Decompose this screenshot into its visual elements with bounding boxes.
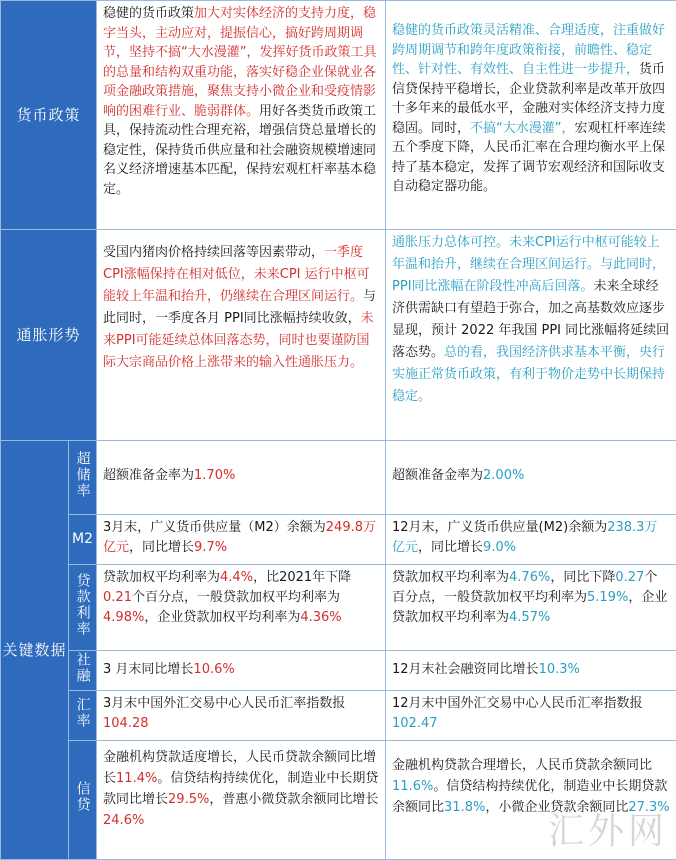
category-key-data: 关键数据 (1, 440, 69, 859)
credit-right: 金融机构贷款合理增长，人民币贷款余额同比11.6%。信贷结构持续优化，制造业中长期贷款余额同比31.8%，小微企业贷款余额同比27.3% (386, 740, 676, 859)
category-monetary: 货币政策 (1, 1, 97, 230)
sub-social-financing: 社融 (69, 651, 97, 691)
m2-left: 3月末，广义货币供应量（M2）余额为249.8万亿元，同比增长9.7% (97, 514, 386, 564)
m2-right: 12月末，广义货币供应量(M2)余额为238.3万亿元，同比增长9.0% (386, 514, 676, 564)
excess-reserve-row (1, 440, 676, 514)
social-financing-row (1, 651, 676, 691)
loan-rate-right: 贷款加权平均利率为4.76%，同比下降0.27个百分点，一般贷款加权平均利率为5.19%，企业贷款加权平均利率为4.57% (386, 564, 676, 650)
excess-reserve-left: 超额准备金率为1.70% (97, 440, 386, 514)
monetary-right-cell: 稳健的货币政策灵活精准、合理适度，注重做好跨周期调节和跨年度政策衔接，前瞻性、稳定性、针对性、有效性、自主性进一步提升，货币信贷保持平稳增长，企业贷款利率是改革开放四十多年来的最低水平，金融对实体经济支持力度稳固。同时，不搞“大水漫灌”，宏观杠杆率连续五个季度下降，人民币汇率在合理均衡水平上保持了基本稳定，发挥了调节宏观经济和国际收支自动稳定器功能。 (386, 1, 676, 230)
inflation-row (1, 229, 676, 440)
social-financing-right: 12月末社会融资同比增长10.3% (386, 651, 676, 691)
social-financing-left: 3 月末同比增长10.6% (97, 651, 386, 691)
watermark: 汇外网 (547, 811, 668, 852)
monetary-row (1, 1, 676, 230)
sub-excess-reserve: 超储率 (69, 440, 97, 514)
sub-loan-rate: 贷款利率 (69, 564, 97, 650)
credit-left: 金融机构贷款适度增长，人民币贷款余额同比增长11.4%。信贷结构持续优化，制造业中长期贷款同比增长29.5%，普惠小微贷款余额同比增长24.6% (97, 740, 386, 859)
monetary-left-cell: 稳健的货币政策加大对实体经济的支持力度，稳字当头，主动应对，提振信心，搞好跨周期调节，坚持不搞“大水漫灌”，发挥好货币政策工具的总量和结构双重功能，落实好稳企业保就业各项金融政策措施，聚焦支持小微企业和受疫情影响的困难行业、脆弱群体。用好各类货币政策工具，保持流动性合理充裕，增强信贷总量增长的稳定性，保持货币供应量和社会融资规模增速同名义经济增速基本匹配，保持宏观杠杆率基本稳定。 (97, 1, 386, 230)
sub-m2: M2 (69, 514, 97, 564)
fx-right: 12月末中国外汇交易中心人民币汇率指数报102.47 (386, 691, 676, 740)
sub-fx: 汇率 (69, 691, 97, 740)
sub-credit: 信贷 (69, 740, 97, 859)
loan-rate-left: 贷款加权平均利率为4.4%，比2021年下降0.21个百分点，一般贷款加权平均利率为4.98%，企业贷款加权平均利率为4.36% (97, 564, 386, 650)
fx-left: 3月末中国外汇交易中心人民币汇率指数报104.28 (97, 691, 386, 740)
m2-row (1, 514, 676, 564)
inflation-left-cell: 受国内猪肉价格持续回落等因素带动，一季度CPI涨幅保持在相对低位，未来CPI 运行中枢可能较上年温和抬升，仍继续在合理区间运行。与此同时，一季度各月 PPI同比涨幅持续收敛，未来PPI可能延续总体回落态势，同时也要谨防国际大宗商品价格上涨带来的输入性通胀压力。 (97, 229, 386, 440)
inflation-right-cell: 通胀压力总体可控。未来CPI运行中枢可能较上年温和抬升，继续在合理区间运行。与此同时，PPI同比涨幅在阶段性冲高后回落。未来全球经济供需缺口有望趋于弥合，加之高基数效应逐步显现，预计 2022 年我国 PPI 同比涨幅将延续回落态势。总的看，我国经济供求基本平衡，央行实施正常货币政策，有利于物价走势中长期保持稳定。 (386, 229, 676, 440)
category-inflation: 通胀形势 (1, 229, 97, 440)
excess-reserve-right: 超额准备金率为2.00% (386, 440, 676, 514)
fx-row (1, 691, 676, 740)
loan-rate-row (1, 564, 676, 650)
